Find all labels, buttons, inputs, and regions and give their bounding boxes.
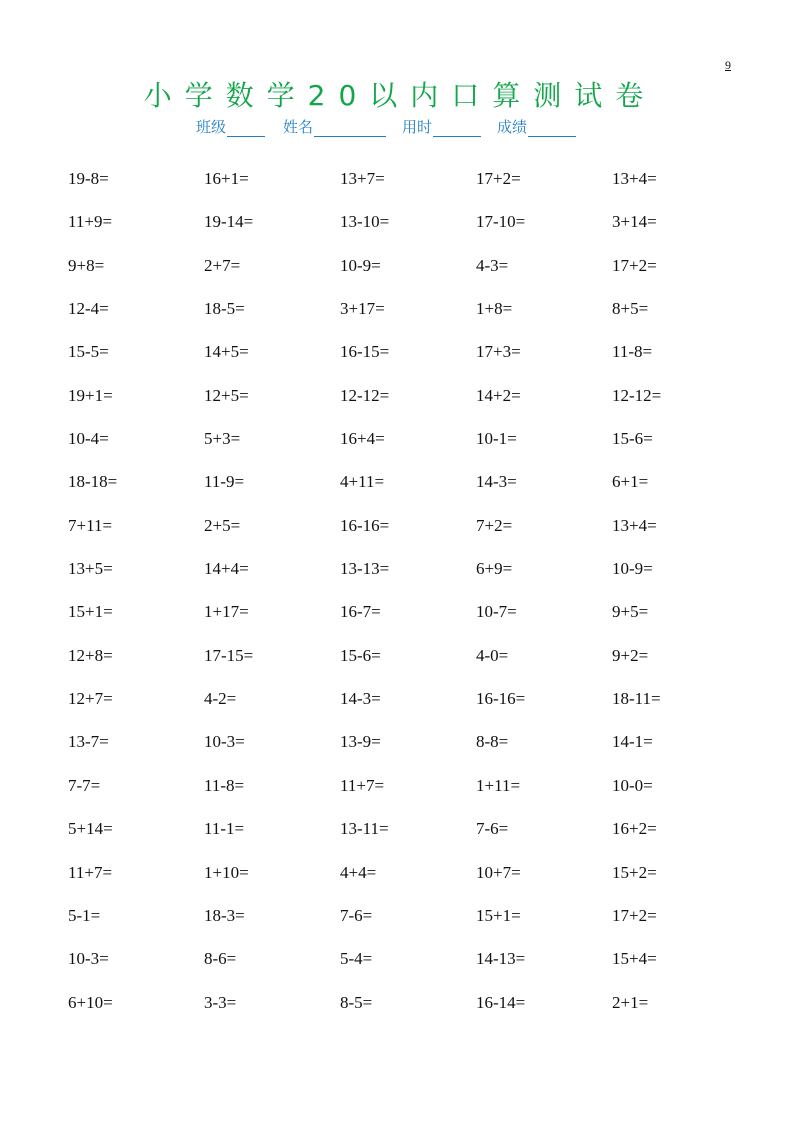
problem-item: 13+7= bbox=[340, 169, 385, 188]
problem-item: 12+8= bbox=[68, 645, 113, 665]
problem-item: 19-14= bbox=[204, 212, 254, 232]
problem-item: 17+2= bbox=[612, 905, 657, 925]
problem-row bbox=[68, 600, 768, 643]
problem-item: 13+4= bbox=[612, 169, 657, 188]
problem-item: 6+9= bbox=[476, 559, 513, 579]
problem-item: 8-8= bbox=[476, 732, 509, 752]
problem-item: 18-11= bbox=[612, 689, 661, 709]
problem-item: 13-13= bbox=[340, 559, 390, 579]
problem-item: 5-1= bbox=[68, 905, 101, 925]
name-field[interactable] bbox=[283, 116, 386, 137]
problem-row bbox=[68, 297, 768, 340]
problem-item: 3-3= bbox=[204, 992, 237, 1012]
problem-item: 3+14= bbox=[612, 212, 657, 232]
problem-row bbox=[68, 384, 768, 427]
problem-item: 13-11= bbox=[340, 819, 389, 839]
score-blank[interactable] bbox=[528, 122, 576, 137]
problem-item: 17+2= bbox=[476, 169, 521, 188]
problem-item: 10-1= bbox=[476, 429, 517, 449]
problem-item: 19-8= bbox=[68, 169, 109, 188]
problem-item: 8+5= bbox=[612, 299, 649, 319]
problem-row bbox=[68, 644, 768, 687]
problem-item: 16-15= bbox=[340, 342, 390, 362]
class-label: 班级 bbox=[196, 118, 227, 136]
problem-item: 7-6= bbox=[476, 819, 509, 839]
problem-item: 9+5= bbox=[612, 602, 649, 622]
problem-item: 16-14= bbox=[476, 992, 526, 1012]
problem-row bbox=[68, 167, 768, 210]
problem-item: 4+11= bbox=[340, 472, 385, 492]
score-label: 成绩 bbox=[497, 118, 528, 136]
problem-row bbox=[68, 817, 768, 860]
problem-item: 7+2= bbox=[476, 515, 513, 535]
problem-row bbox=[68, 947, 768, 990]
problem-item: 16-16= bbox=[476, 689, 526, 709]
problem-item: 14+4= bbox=[204, 559, 249, 579]
problem-item: 1+10= bbox=[204, 862, 249, 882]
problem-item: 16-16= bbox=[340, 515, 390, 535]
problem-item: 12-12= bbox=[612, 385, 662, 405]
problem-item: 18-3= bbox=[204, 905, 245, 925]
problem-item: 6+10= bbox=[68, 992, 113, 1012]
problem-item: 11+9= bbox=[68, 212, 113, 232]
problem-item: 17+3= bbox=[476, 342, 521, 362]
problem-row bbox=[68, 774, 768, 817]
problem-item: 11-1= bbox=[204, 819, 245, 839]
problem-row bbox=[68, 210, 768, 253]
problem-item: 18-5= bbox=[204, 299, 245, 319]
problem-item: 15+4= bbox=[612, 949, 657, 969]
problem-row bbox=[68, 557, 768, 600]
problem-item: 1+11= bbox=[476, 775, 521, 795]
problem-item: 15+1= bbox=[68, 602, 113, 622]
problem-item: 17-15= bbox=[204, 645, 254, 665]
problem-item: 4-3= bbox=[476, 255, 509, 275]
problem-item: 11-8= bbox=[204, 775, 245, 795]
problem-item: 11+7= bbox=[340, 775, 385, 795]
problem-item: 2+7= bbox=[204, 255, 241, 275]
problem-item: 10-9= bbox=[340, 255, 381, 275]
problem-item: 14-1= bbox=[612, 732, 653, 752]
time-label: 用时 bbox=[402, 118, 433, 136]
problem-item: 4+4= bbox=[340, 862, 377, 882]
problem-item: 7-6= bbox=[340, 905, 373, 925]
problem-item: 10-7= bbox=[476, 602, 517, 622]
problem-item: 12+5= bbox=[204, 385, 249, 405]
problem-item: 8-5= bbox=[340, 992, 373, 1012]
problem-item: 16+1= bbox=[204, 169, 249, 188]
class-field[interactable] bbox=[196, 116, 265, 137]
problem-item: 10-3= bbox=[204, 732, 245, 752]
problem-item: 13+4= bbox=[612, 515, 657, 535]
problem-item: 16-7= bbox=[340, 602, 381, 622]
problem-row bbox=[68, 340, 768, 383]
problem-item: 14-3= bbox=[476, 472, 517, 492]
problem-item: 13-10= bbox=[340, 212, 390, 232]
problem-item: 15-6= bbox=[612, 429, 653, 449]
problem-row bbox=[68, 991, 768, 1034]
name-blank[interactable] bbox=[314, 122, 386, 137]
problem-row bbox=[68, 254, 768, 297]
problem-item: 14+5= bbox=[204, 342, 249, 362]
problem-item: 11-9= bbox=[204, 472, 245, 492]
problem-item: 14-13= bbox=[476, 949, 526, 969]
problem-item: 7+11= bbox=[68, 515, 113, 535]
problem-item: 18-18= bbox=[68, 472, 118, 492]
problem-item: 1+8= bbox=[476, 299, 513, 319]
problem-item: 8-6= bbox=[204, 949, 237, 969]
worksheet-title: 小学数学20以内口算测试卷 bbox=[143, 79, 657, 112]
problem-item: 9+8= bbox=[68, 255, 105, 275]
problem-item: 5+3= bbox=[204, 429, 241, 449]
problem-item: 11+7= bbox=[68, 862, 113, 882]
problem-item: 17-10= bbox=[476, 212, 526, 232]
problem-item: 9+2= bbox=[612, 645, 649, 665]
problem-row bbox=[68, 514, 768, 557]
problem-item: 14-3= bbox=[340, 689, 381, 709]
problem-item: 16+4= bbox=[340, 429, 385, 449]
problem-item: 3+17= bbox=[340, 299, 385, 319]
problem-row bbox=[68, 470, 768, 513]
problem-item: 10-0= bbox=[612, 775, 653, 795]
problem-item: 2+5= bbox=[204, 515, 241, 535]
problem-item: 13-7= bbox=[68, 732, 109, 752]
problem-item: 4-2= bbox=[204, 689, 237, 709]
problem-row bbox=[68, 861, 768, 904]
problem-item: 7-7= bbox=[68, 775, 101, 795]
name-label: 姓名 bbox=[283, 118, 314, 136]
problem-item: 12-4= bbox=[68, 299, 109, 319]
class-blank[interactable] bbox=[227, 122, 265, 137]
problem-item: 6+1= bbox=[612, 472, 649, 492]
problem-item: 5+14= bbox=[68, 819, 113, 839]
page-number: 9 bbox=[725, 58, 731, 72]
problem-item: 10-4= bbox=[68, 429, 109, 449]
time-blank[interactable] bbox=[433, 122, 481, 137]
problem-item: 19+1= bbox=[68, 385, 113, 405]
problem-item: 17+2= bbox=[612, 255, 657, 275]
problem-row bbox=[68, 904, 768, 947]
problem-item: 14+2= bbox=[476, 385, 521, 405]
problem-item: 2+1= bbox=[612, 992, 649, 1012]
problem-item: 15+1= bbox=[476, 905, 521, 925]
problem-item: 5-4= bbox=[340, 949, 373, 969]
score-field[interactable] bbox=[497, 116, 576, 137]
problem-item: 12+7= bbox=[68, 689, 113, 709]
problem-grid bbox=[68, 167, 768, 1034]
problem-item: 16+2= bbox=[612, 819, 657, 839]
problem-item: 12-12= bbox=[340, 385, 390, 405]
problem-row bbox=[68, 687, 768, 730]
problem-item: 1+17= bbox=[204, 602, 249, 622]
problem-item: 10+7= bbox=[476, 862, 521, 882]
problem-row bbox=[68, 427, 768, 470]
problem-row bbox=[68, 730, 768, 773]
problem-item: 10-9= bbox=[612, 559, 653, 579]
student-info-line bbox=[196, 116, 576, 137]
problem-item: 10-3= bbox=[68, 949, 109, 969]
problem-item: 13-9= bbox=[340, 732, 381, 752]
problem-item: 15+2= bbox=[612, 862, 657, 882]
problem-item: 15-6= bbox=[340, 645, 381, 665]
problem-item: 15-5= bbox=[68, 342, 109, 362]
time-field[interactable] bbox=[402, 116, 481, 137]
problem-item: 13+5= bbox=[68, 559, 113, 579]
problem-item: 11-8= bbox=[612, 342, 653, 362]
problem-item: 4-0= bbox=[476, 645, 509, 665]
